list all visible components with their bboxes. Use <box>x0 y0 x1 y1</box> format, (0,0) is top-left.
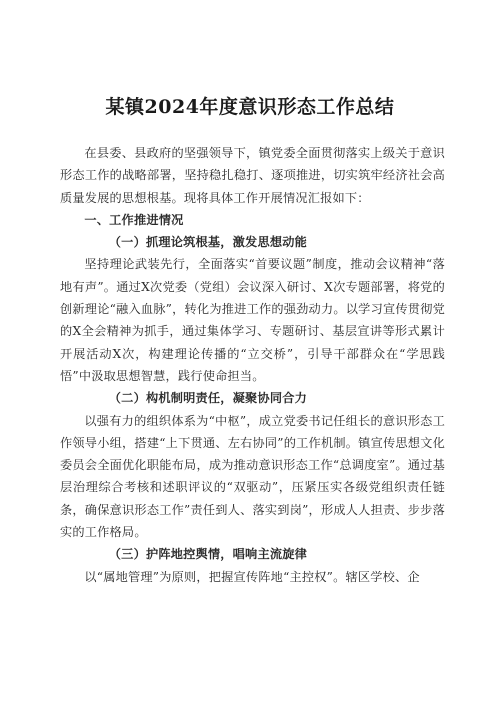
page-title: 某镇2024年度意识形态工作总结 <box>105 96 395 118</box>
subsection-heading-position: （三）护阵地控舆情，唱响主流旋律 <box>108 547 307 562</box>
subsection-heading-theory: （一）抓理论筑根基，激发思想动能 <box>108 235 307 250</box>
subsection-paragraph-mechanism: 以强有力的组织体系为“中枢”，成立党委书记任组长的意识形态工作领导小组，搭建“上下贯通、左右协同”的工作机制。镇宣传思想文化委员会全面优化职能布局，成为推动意识形态工作“总调度室”。通过基层治理综合考核和述职评议的“双驱动”，压紧压实各级党组织责任链条，确保意识形态工作”责任到人、落实到岗”，形成人人担责、步步落实的工作格局。 <box>60 413 445 540</box>
intro-paragraph: 在县委、县政府的坚强领导下，镇党委全面贯彻落实上级关于意识形态工作的战略部署，坚持稳扎稳打、逐项推进，切实筑牢经济社会高质量发展的思想根基。现将具体工作开展情况汇报如下： <box>60 146 445 205</box>
section-heading-progress: 一、工作推进情况 <box>84 212 184 227</box>
subsection-paragraph-position: 以“属地管理”为原则，把握宣传阵地“主控权”。辖区学校、企 <box>84 569 420 584</box>
subsection-heading-mechanism: （二）构机制明责任，凝聚协同合力 <box>108 391 307 406</box>
document-body <box>60 142 445 588</box>
subsection-paragraph-theory: 坚持理论武装先行，全面落实“首要议题”制度，推动会议精神“落地有声”。通过X次党委（党组）会议深入研讨、X次专题部署，将党的创新理论“融入血脉”，转化为推进工作的强劲动力。以学习宣传贯彻党的X全会精神为抓手，通过集体学习、专题研讨、基层宣讲等形式累计开展活动X次，构建理论传播的“立交桥”，引导干部群众在“学思践悟”中汲取思想智慧，践行使命担当。 <box>60 257 445 383</box>
